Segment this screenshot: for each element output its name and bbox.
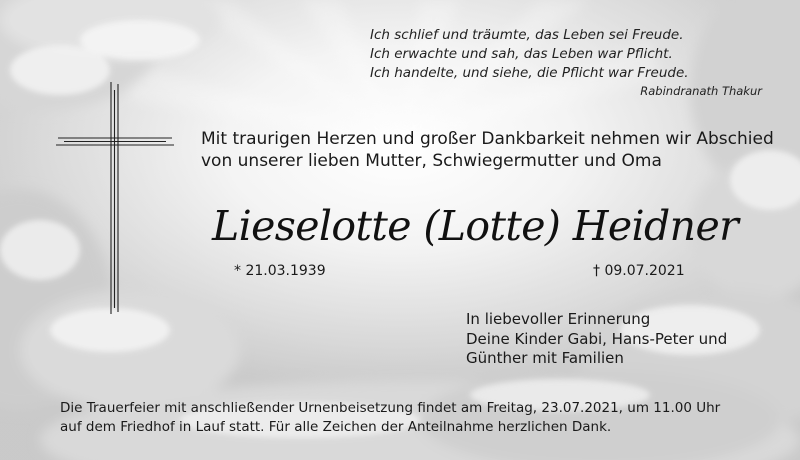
intro-text [201, 128, 774, 172]
ceremony-line: Die Trauerfeier mit anschließender Urnenbeisetzung findet am Freitag, 23.07.2021, um 11.00 Uhr [60, 400, 721, 416]
family-signature [466, 310, 727, 369]
deceased-name: Lieselotte (Lotte) Heidner [212, 202, 739, 250]
intro-line: Mit traurigen Herzen und großer Dankbarkeit nehmen wir Abschied [201, 129, 774, 149]
quote-line: Ich schlief und träumte, das Leben sei Freude. [370, 27, 684, 43]
death-date: † 09.07.2021 [593, 263, 685, 279]
ceremony-line: auf dem Friedhof in Lauf statt. Für alle Zeichen der Anteilnahme herzlichen Dank. [60, 418, 612, 435]
quote-author: Rabindranath Thakur [640, 84, 762, 98]
cross-icon [56, 82, 176, 314]
family-line: Deine Kinder Gabi, Hans-Peter und [466, 329, 728, 348]
intro-line: von unserer lieben Mutter, Schwiegermutter und Oma [201, 151, 662, 171]
quote-block [370, 26, 770, 99]
family-line: Günther mit Familien [466, 349, 624, 367]
quote-line: Ich handelte, und siehe, die Pflicht war Freude. [370, 65, 689, 81]
quote-line: Ich erwachte und sah, das Leben war Pflicht. [370, 46, 673, 62]
family-line: In liebevoller Erinnerung [466, 310, 651, 328]
ceremony-info [60, 399, 720, 436]
birth-date: * 21.03.1939 [234, 263, 326, 279]
